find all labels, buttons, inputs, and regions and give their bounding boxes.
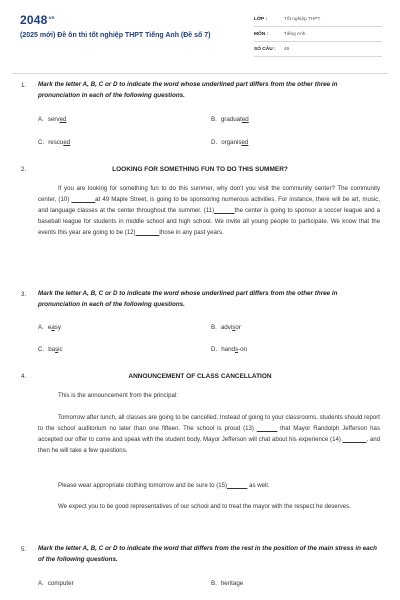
blank-14: _______: [342, 436, 367, 444]
question-number: 4.: [21, 373, 27, 380]
passage-text: those in any past years.: [159, 229, 224, 237]
meta-count-row: [254, 44, 382, 57]
question-instruction: Mark the letter A, B, C or D to indicate the word that differs from the rest in the position of the main stress in each of the following questions.: [38, 545, 378, 563]
option-underlined: ed: [241, 139, 249, 146]
option-a[interactable]: [38, 116, 66, 123]
option-a[interactable]: [38, 324, 61, 331]
blank-11: ______: [214, 207, 235, 215]
class-label: LỚP :: [254, 17, 268, 22]
option-letter: B.: [211, 116, 217, 123]
option-b[interactable]: [211, 324, 241, 331]
option-underlined: s: [232, 324, 236, 331]
passage-paragraph: [38, 412, 380, 456]
passage-paragraph: [38, 183, 380, 238]
option-text: organis: [221, 139, 242, 146]
option-c[interactable]: [38, 139, 70, 146]
option-a[interactable]: [38, 580, 74, 587]
subject-value: Tiếng Anh: [284, 32, 306, 37]
subject-label: MÔN :: [254, 32, 269, 37]
question-instruction: Mark the letter A, B, C or D to indicate the word whose underlined part differs from the other three in pronunciation in each of the following questions.: [38, 290, 338, 308]
option-text: -on: [238, 346, 247, 353]
passage-text: Please wear appropriate clothing tomorrow and be sure to (15): [58, 482, 228, 489]
option-d[interactable]: [211, 139, 248, 146]
count-label: SỐ CÂU :: [254, 47, 276, 52]
option-b[interactable]: [211, 116, 249, 123]
passage-title: ANNOUNCEMENT OF CLASS CANCELLATION: [128, 373, 272, 380]
site-logo[interactable]: [20, 13, 55, 27]
option-text: serv: [47, 116, 60, 123]
option-text: graduat: [220, 116, 242, 123]
logo-text: 2048: [20, 13, 48, 27]
header-divider: [12, 73, 388, 74]
passage-text: at 49 Maple Street, is going to be sponsoring numerous activities. For instance, there will be art, music, and language classes at the center throughout the summer. (11): [38, 196, 381, 215]
passage-paragraph: We expect you to be good representatives of our school and to treat the mayor with the respect he deserves.: [58, 503, 351, 510]
option-c[interactable]: [38, 346, 63, 353]
passage-title: LOOKING FOR SOMETHING FUN TO DO THIS SUMMER?: [112, 166, 288, 173]
option-letter: A.: [38, 116, 44, 123]
passage-text: as well.: [247, 482, 270, 489]
option-letter: A.: [38, 324, 44, 331]
option-underlined: ed: [241, 116, 249, 123]
meta-class-row: [254, 14, 382, 27]
option-letter: A.: [38, 580, 44, 587]
option-letter: C.: [38, 346, 45, 353]
blank-13: ______: [256, 425, 278, 433]
option-letter: D.: [211, 139, 218, 146]
exam-title: (2025 mới) Đề ôn thi tốt nghiệp THPT Tiếng Anh (Đề số 7): [20, 32, 211, 39]
passage-paragraph: [38, 480, 380, 491]
option-letter: B.: [211, 324, 217, 331]
option-underlined: a: [51, 324, 55, 331]
option-text: computer: [47, 580, 74, 587]
option-text: hand: [221, 346, 235, 353]
count-value: 46: [284, 47, 290, 52]
option-underlined: ed: [59, 116, 67, 123]
blank-10: _______: [71, 196, 96, 204]
option-underlined: ed: [63, 139, 71, 146]
question-number: 1.: [21, 82, 27, 89]
blank-12: _______: [135, 229, 160, 237]
option-text: rescu: [48, 139, 64, 146]
option-text: e: [47, 324, 52, 331]
option-letter: C.: [38, 139, 45, 146]
logo-suffix: .vn: [47, 15, 55, 20]
passage-text: that Mayor Randolph Jefferson has accepted our offer to come and speak with the student body. Mayor Jefferson will chat about his experience (14): [38, 425, 380, 444]
question-number: 2.: [21, 166, 27, 173]
option-letter: D.: [211, 346, 218, 353]
option-text: advi: [220, 324, 233, 331]
option-underlined: s: [234, 346, 239, 353]
option-text: ic: [58, 346, 63, 353]
class-value: Tốt nghiệp THPT: [284, 17, 321, 22]
passage-text: , and then he will take a few questions.: [38, 436, 380, 455]
passage-text: If you are looking for something fun to do this summer, why don't you visit the community center? The community center, (10): [38, 185, 380, 204]
question-number: 5.: [21, 546, 27, 553]
option-underlined: s: [55, 346, 59, 353]
question-number: 3.: [21, 291, 27, 298]
blank-15: ______: [227, 482, 248, 489]
page-header: [0, 0, 400, 78]
passage-text: the center is going to sponsor a soccer league and a baseball league for students in middle school and high school. We invite all young people to participate. We know that the events this year are going to be (12): [38, 207, 380, 237]
option-text: sy: [54, 324, 61, 331]
meta-subject-row: [254, 29, 382, 42]
option-text: or: [235, 324, 241, 331]
option-text: heritage: [220, 580, 244, 587]
passage-text: Tomorrow after lunch, all classes are going to be cancelled. Instead of going to your classrooms, students should report to the school auditorium no later than one fifteen. The school is proud (13): [38, 414, 380, 433]
option-d[interactable]: [211, 346, 247, 353]
question-instruction: Mark the letter A, B, C or D to indicate the word whose underlined part differs from the other three in pronunciation in each of the following questions.: [38, 81, 338, 99]
option-b[interactable]: [211, 580, 243, 587]
option-text: ba: [48, 346, 56, 353]
passage-intro: This is the announcement from the principal:: [58, 392, 178, 399]
option-letter: B.: [211, 580, 217, 587]
